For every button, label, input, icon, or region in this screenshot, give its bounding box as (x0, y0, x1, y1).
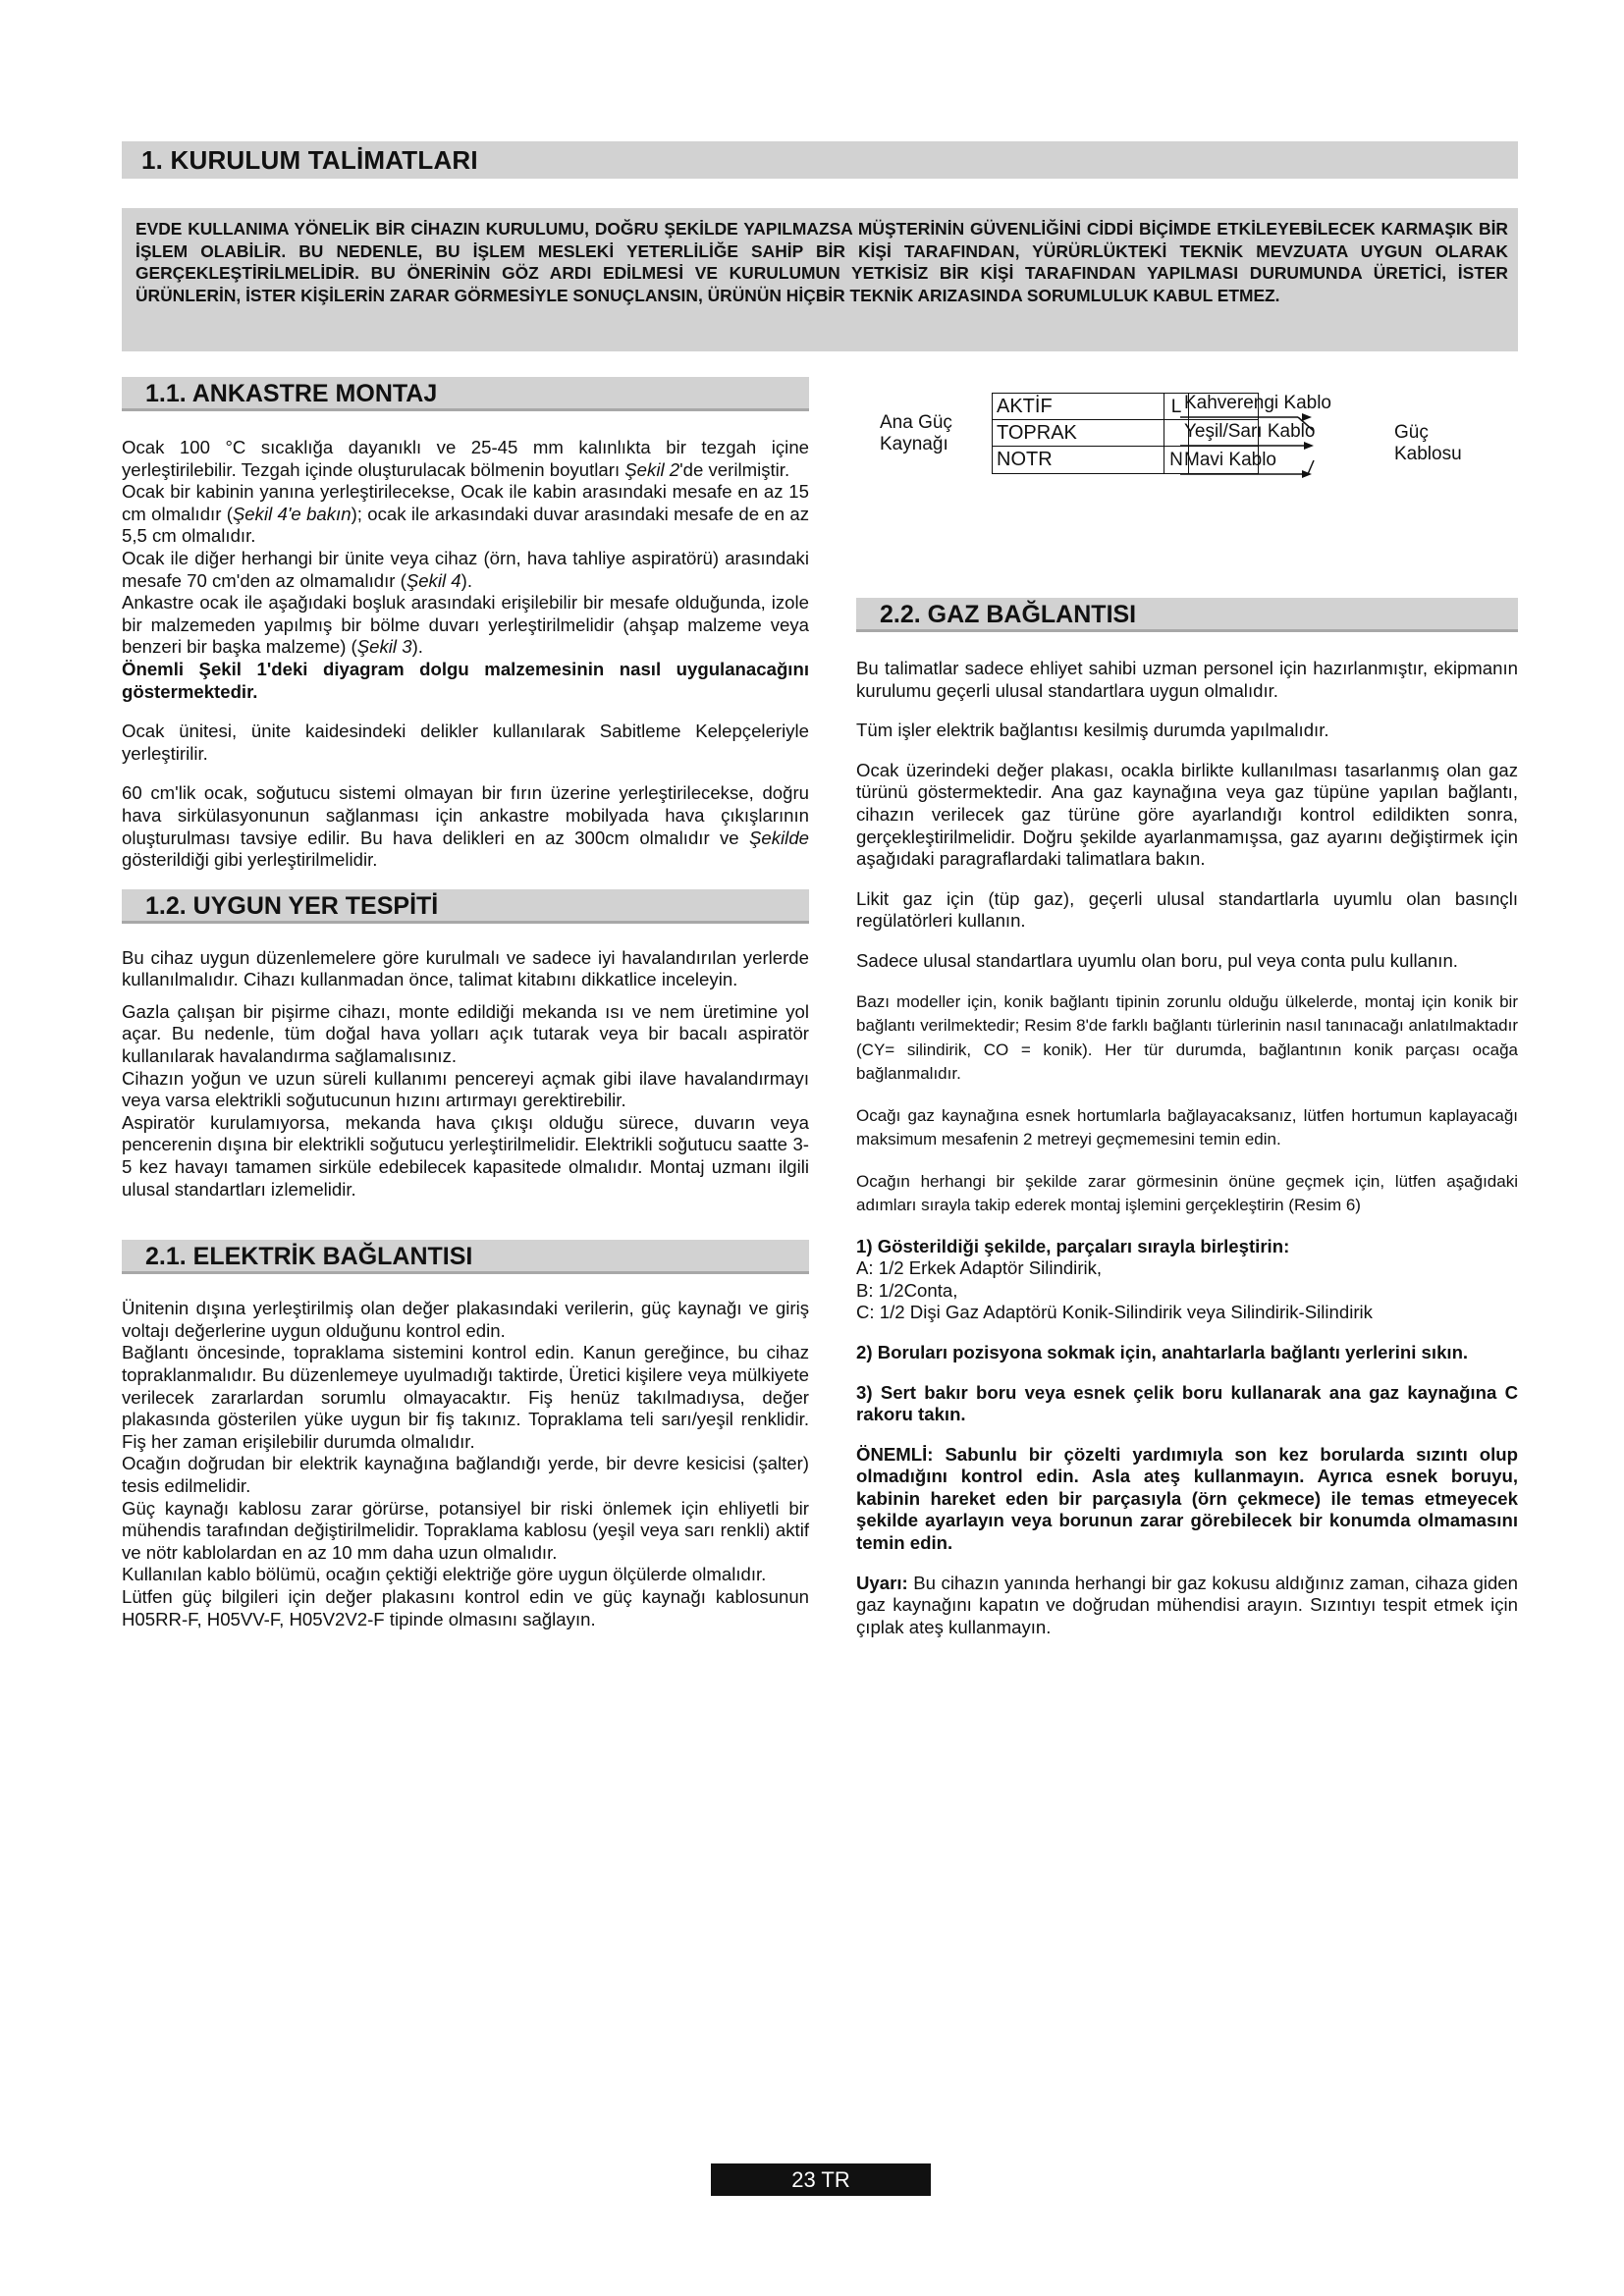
diagram-target-label: Güç Kablosu (1394, 422, 1462, 464)
cable-label-green-yellow: Yeşil/Sarı Kablo (1184, 421, 1316, 442)
page-number: 23 TR (711, 2163, 931, 2196)
wiring-diagram (856, 377, 1518, 598)
wiring-arrows (1180, 393, 1318, 491)
right-column (856, 377, 1518, 1638)
paragraph: Gazla çalışan bir pişirme cihazı, monte edildiği mekanda ısı ve nem üretimine yol açar. Bu nedenle, tüm doğal hava yolları açık tutarak veya bir bacalı aspiratör kullanılarak havalandırma sağlamalısınız. (122, 1000, 809, 1067)
paragraph: Likit gaz için (tüp gaz), geçerli ulusal standartlarla uyumlu olan basınçlı regülatörleri kullanın. (856, 887, 1518, 932)
paragraph: Sadece ulusal standartlara uyumlu olan boru, pul veya conta pulu kullanın. (856, 949, 1458, 971)
wiring-row: AKTİF L (993, 394, 1258, 420)
paragraph: Kullanılan kablo bölümü, ocağın çektiği elektriğe göre uygun ölçülerde olmalıdır. (122, 1564, 767, 1585)
left-column (122, 377, 809, 1630)
figure-reference: Şekilde (749, 827, 809, 848)
paragraph: Ocak ünitesi, ünite kaidesindeki delikler kullanılarak Sabitleme Kelepçeleriyle yerleştirilir. (122, 721, 809, 764)
step-1-item-c: C: 1/2 Dişi Gaz Adaptörü Konik-Silindirik veya Silindirik-Silindirik (856, 1302, 1373, 1323)
section-heading-2-1: 2.1. ELEKTRİK BAĞLANTISI (122, 1240, 809, 1274)
step-1-item-b: B: 1/2Conta, (856, 1279, 958, 1301)
step-3: 3) Sert bakır boru veya esnek çelik boru kullanarak ana gaz kaynağına C rakoru takın. (856, 1381, 1518, 1425)
paragraph: Ocağın doğrudan bir elektrik kaynağına bağlandığı yerde, bir devre kesicisi (şalter) tesis edilmelidir. (122, 1453, 809, 1496)
paragraph: Bu talimatlar sadece ehliyet sahibi uzman personel için hazırlanmıştır, ekipmanın kurulumu geçerli ulusal standartlara uygun olmalıdır. (856, 658, 1518, 701)
figure-reference: Şekil 4'e bakın (232, 503, 352, 524)
paragraph: Ocak bir kabinin yanına yerleştirilecekse, Ocak ile kabin arasındaki mesafe en az 15 cm olmalıdır (Şekil 4'e bakın); ocak ile arkasındaki duvar arasındaki mesafe de en az 5,5 cm olmalıdır. (122, 481, 809, 547)
paragraph: Ocak üzerindeki değer plakası, ocakla birlikte kullanılması tasarlanmış olan gaz türünü göstermektedir. Ana gaz kaynağına veya gaz tüpüne yapılan bağlantı, cihazın verilecek gaz türüne göre ayarlandığı kontrol edildikten sonra, gerçekleştirilmelidir. Doğru şekilde ayarlanmamışsa, gaz ayarını değiştirmek için aşağıdaki paragraflardaki talimatlara bakın. (856, 759, 1518, 870)
section-heading-1-1: 1.1. ANKASTRE MONTAJ (122, 377, 809, 411)
paragraph: Bazı modeller için, konik bağlantı tipinin zorunlu olduğu ülkelerde, montaj için konik bir bağlantı verilmektedir; Resim 8'de farklı bağlantı türlerinin nasıl tanınacağı anlatılmaktadır (CY= silindirik, CO = konik). Her tür durumda, bağlantının konik parçası ocağa bağlanmalıdır. (856, 991, 1518, 1084)
step-1-title: 1) Gösterildiği şekilde, parçaları sırayla birleştirin: (856, 1235, 1290, 1256)
diagram-source-label: Ana Güç Kaynağı (880, 412, 952, 454)
cable-label-blue: Mavi Kablo (1184, 450, 1276, 470)
paragraph: Aspiratör kurulamıyorsa, mekanda hava çıkışı olduğu sürece, duvarın veya pencerenin dışına bir elektrikli soğutucu yerleştirilmelidir. Elektrikli soğutucu saatte 3-5 kez havayı tamamen sirküle edebilecek kapasitede olmalıdır. Montaj uzmanı ilgili ulusal standartları izlemelidir. (122, 1111, 809, 1200)
important-note: ÖNEMLİ: Sabunlu bir çözelti yardımıyla son kez borularda sızıntı olup olmadığını kontrol edin. Asla ateş kullanmayın. Ayrıca esnek boruyu, kabinin hareket eden bir parçasıyla (örn çekmece) ile temas etmeyecek şekilde ayarlayın veya borunun zarar görebilecek bir konumda olmamasını temin edin. (856, 1443, 1518, 1554)
figure-reference: Şekil 2 (624, 458, 680, 480)
cable-label-brown: Kahverengi Kablo (1184, 393, 1331, 413)
warning-note: Uyarı: Bu cihazın yanında herhangi bir gaz kokusu aldığınız zaman, cihaza giden gaz kaynağını kapatın ve doğrudan mühendisi arayın. Sızıntıyı tespit etmek için çıplak ateş kullanmayın. (856, 1572, 1518, 1637)
paragraph: Ocak ile diğer herhangi bir ünite veya cihaz (örn, hava tahliye aspiratörü) arasındaki mesafe 70 cm'den az olmamalıdır (Şekil 4). (122, 547, 809, 591)
step-1-item-a: A: 1/2 Erkek Adaptör Silindirik, (856, 1257, 1103, 1279)
paragraph: Ünitenin dışına yerleştirilmiş olan değer plakasındaki verilerin, güç kaynağı ve giriş voltajı değerlerine uygun olduğunu kontrol edin. (122, 1298, 809, 1341)
wiring-row: NOTR N (993, 447, 1258, 473)
wiring-row: TOPRAK (993, 420, 1258, 447)
important-note: Önemli Şekil 1'deki diyagram dolgu malzemesinin nasıl uygulanacağını göstermektedir. (122, 658, 809, 702)
paragraph: 60 cm'lik ocak, soğutucu sistemi olmayan bir fırın üzerine yerleştirilecekse, doğru hava sirkülasyonunun sağlanması için ankastre mobilyada hava çıkışlarının oluşturulması tavsiye edilir. Bu hava delikleri en az 300cm olmalıdır ve Şekilde gösterildiği gibi yerleştirilmelidir. (122, 782, 809, 871)
paragraph: Güç kaynağı kablosu zarar görürse, potansiyel bir riski önlemek için ehliyetli bir mühendis tarafından değiştirilmelidir. Topraklama kablosu (yeşil veya sarı renkli) aktif ve nötr kablolardan en az 10 mm daha uzun olmalıdır. (122, 1497, 809, 1563)
paragraph: Cihazın yoğun ve uzun süreli kullanımı pencereyi açmak gibi ilave havalandırmayı veya varsa elektrikli soğutucunun hızını artırmayı gerektirebilir. (122, 1067, 809, 1111)
warning-box: EVDE KULLANIMA YÖNELİK BİR CİHAZIN KURULUMU, DOĞRU ŞEKİLDE YAPILMAZSA MÜŞTERİNİN GÜVENLİĞİNİ CİDDİ BİÇİMDE ETKİLEYEBİLECEK KARMAŞIK BİR İŞLEM OLABİLİR. BU NEDENLE, BU İŞLEM MESLEKİ YETERLİLİĞE SAHİP BİR KİŞİ TARAFINDAN, YÜRÜRLÜKTEKİ TEKNİK MEVZUATA UYGUN OLARAK GERÇEKLEŞTİRİLMELİDİR. BU ÖNERİNİN GÖZ ARDI EDİLMESİ VE KURULUMUN YETKİSİZ BİR KİŞİ TARAFINDAN YAPILMASI DURUMUNDA ÜRETİCİ, İSTER ÜRÜNLERİN, İSTER KİŞİLERİN ZARAR GÖRMESİYLE SONUÇLANSIN, ÜRÜNÜN HİÇBİR TEKNİK ARIZASINDA SORUMLULUK KABUL ETMEZ. (122, 208, 1518, 351)
step-2: 2) Boruları pozisyona sokmak için, anahtarlarla bağlantı yerlerini sıkın. (856, 1341, 1469, 1362)
paragraph: Tüm işler elektrik bağlantısı kesilmiş durumda yapılmalıdır. (856, 720, 1329, 741)
paragraph: Ankastre ocak ile aşağıdaki boşluk arasındaki erişilebilir bir mesafe olduğunda, izole bir malzemeden yapılmış bir bölme duvarı yerleştirilmelidir (ahşap malzeme veya benzeri bir başka malzeme) (Şekil 3). (122, 592, 809, 658)
paragraph: Ocak 100 °C sıcaklığa dayanıklı ve 25-45 mm kalınlıkta bir tezgah içine yerleştirilebilir. Tezgah içinde oluşturulacak bölmenin boyutları Şekil 2'de verilmiştir. (122, 437, 809, 480)
paragraph: Bu cihaz uygun düzenlemelere göre kurulmalı ve sadece iyi havalandırılan yerlerde kullanılmalıdır. Cihazı kullanmadan önce, talimat kitabını dikkatlice inceleyin. (122, 946, 809, 990)
paragraph: Lütfen güç bilgileri için değer plakasını kontrol edin ve güç kaynağı kablosunun H05RR-F, H05VV-F, H05V2V2-F tipinde olmasını sağlayın. (122, 1585, 809, 1629)
section-title: 1. KURULUM TALİMATLARI (122, 141, 1518, 179)
figure-reference: Şekil 4 (406, 569, 461, 591)
paragraph: Ocağın herhangi bir şekilde zarar görmesinin önüne geçmek için, lütfen aşağıdaki adımları sırayla takip ederek montaj işlemini gerçekleştirin (Resim 6) (856, 1171, 1518, 1215)
section-heading-1-2: 1.2. UYGUN YER TESPİTİ (122, 889, 809, 924)
paragraph: Ocağı gaz kaynağına esnek hortumlarla bağlayacaksanız, lütfen hortumun kaplayacağı maksimum mesafenin 2 metreyi geçmemesini temin edin. (856, 1105, 1518, 1149)
section-heading-2-2: 2.2. GAZ BAĞLANTISI (856, 598, 1518, 632)
paragraph: Bağlantı öncesinde, topraklama sistemini kontrol edin. Kanun gereğince, bu cihaz topraklanmalıdır. Bu düzenlemeye uyulmadığı taktirde, Üretici kişilere veya mülkiyete verilecek zararlardan sorumlu olmayacaktır. Fiş henüz takılmadıysa, değer plakasında gösterilen yüke uygun bir fiş takınız. Topraklama teli sarı/yeşil renklidir. Fiş her zaman erişilebilir durumda olmalıdır. (122, 1342, 809, 1452)
figure-reference: Şekil 3 (356, 636, 412, 658)
